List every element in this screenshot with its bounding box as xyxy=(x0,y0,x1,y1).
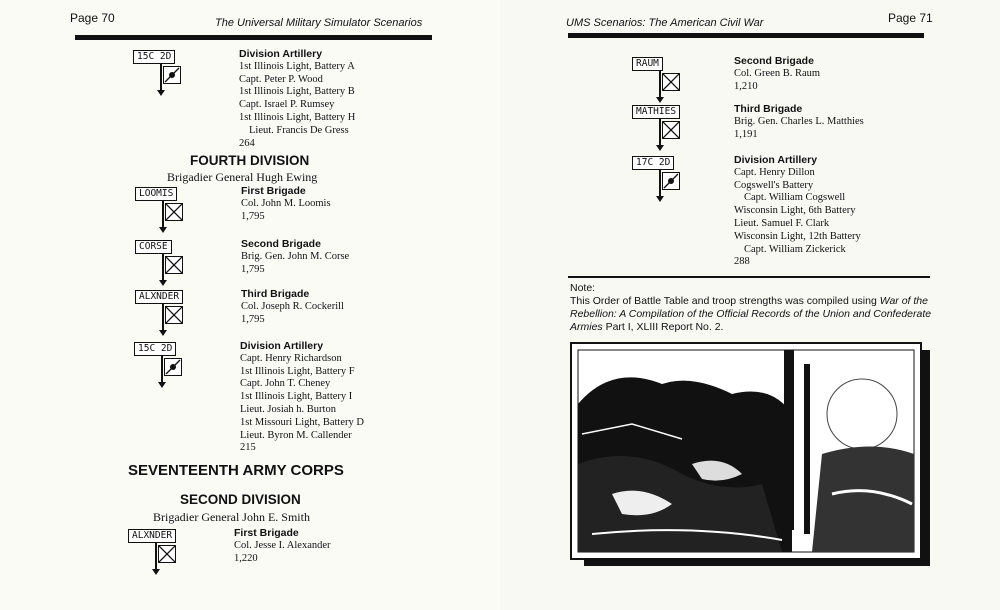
unit-line: Capt. Israel P. Rumsey xyxy=(239,99,335,111)
unit-heading: First Brigade xyxy=(241,185,306,197)
unit-line: Wisconsin Light, 12th Battery xyxy=(734,230,861,242)
unit-line: Lieut. Francis De Gress xyxy=(249,124,349,136)
unit-line: Capt. Peter P. Wood xyxy=(239,73,323,85)
note-text: This Order of Battle Table and troop strengths was compiled using xyxy=(570,295,877,307)
unit-line: Lieut. Byron M. Callender xyxy=(240,429,352,441)
counter-tag: ALXNDER xyxy=(128,529,176,543)
unit-line: Capt. John T. Cheney xyxy=(240,378,331,390)
unit-line: 1st Illinois Light, Battery I xyxy=(240,391,353,403)
counter-tag: 17C 2D xyxy=(632,156,674,170)
unit-heading: First Brigade xyxy=(234,527,299,539)
fourth-division-commander: Brigadier General Hugh Ewing xyxy=(167,170,318,184)
unit-heading: Third Brigade xyxy=(734,103,803,115)
note-source-tail: Part I, XLIII Report No. 2. xyxy=(605,321,724,333)
fourth-division-title: FOURTH DIVISION xyxy=(190,153,310,168)
unit-line: 1st Illinois Light, Battery H xyxy=(239,111,356,123)
unit-line: Brig. Gen. John M. Corse xyxy=(241,250,350,262)
infantry-symbol-icon xyxy=(165,256,183,274)
second-division-commander: Brigadier General John E. Smith xyxy=(153,510,310,524)
infantry-symbol-icon xyxy=(158,545,176,563)
infantry-symbol-icon xyxy=(662,73,680,91)
unit-strength: 1,220 xyxy=(234,552,258,564)
unit-line: Capt. Henry Richardson xyxy=(240,352,342,364)
unit-line: Capt. William Zickerick xyxy=(744,243,846,255)
unit-heading: Division Artillery xyxy=(734,154,818,166)
unit-line: Lieut. Josiah h. Burton xyxy=(240,403,336,415)
civil-war-illustration xyxy=(570,342,922,560)
header-rule xyxy=(568,33,924,38)
note-source-title: War of the Rebellion: A Compilation of the Official Records of the Union and Confederate Armies xyxy=(570,295,932,333)
unit-line: Col. Joseph R. Cockerill xyxy=(241,300,344,312)
second-division-title: SECOND DIVISION xyxy=(180,492,301,507)
unit-line: Wisconsin Light, 6th Battery xyxy=(734,205,856,217)
page-number: Page 70 xyxy=(70,11,115,25)
header-rule xyxy=(75,35,432,40)
unit-heading: Second Brigade xyxy=(734,55,814,67)
unit-strength: 1,795 xyxy=(241,263,265,275)
counter-tag: ALXNDER xyxy=(135,290,183,304)
counter-tag: LOOMIS xyxy=(135,187,177,201)
unit-strength: 1,191 xyxy=(734,128,758,140)
artillery-symbol-icon xyxy=(662,172,680,190)
unit-line: Lieut. Samuel F. Clark xyxy=(734,217,830,229)
note-label: Note: xyxy=(570,282,596,294)
unit-line: Cogswell's Battery xyxy=(734,179,814,191)
artillery-symbol-icon xyxy=(163,66,181,84)
counter-tag: 15C 2D xyxy=(134,342,176,356)
unit-heading: Second Brigade xyxy=(241,238,321,250)
unit-strength: 1,795 xyxy=(241,313,265,325)
unit-text xyxy=(239,48,355,150)
landscape-illustration-image xyxy=(572,344,920,558)
unit-heading: Third Brigade xyxy=(241,288,310,300)
running-head: UMS Scenarios: The American Civil War xyxy=(566,17,764,29)
page-number: Page 71 xyxy=(888,11,933,25)
unit-line: Capt. William Cogswell xyxy=(744,192,846,204)
infantry-symbol-icon xyxy=(165,203,183,221)
running-head: The Universal Military Simulator Scenarios xyxy=(215,17,423,29)
counter-tag: CORSE xyxy=(135,240,172,254)
artillery-symbol-icon xyxy=(164,358,182,376)
unit-line: 1st Illinois Light, Battery A xyxy=(239,60,355,72)
unit-line: Col. John M. Loomis xyxy=(241,197,331,209)
unit-line: 1st Illinois Light, Battery F xyxy=(240,365,355,377)
unit-heading: Division Artillery xyxy=(239,48,323,60)
unit-line: Capt. Henry Dillon xyxy=(734,166,815,178)
counter-tag: 15C 2D xyxy=(133,50,175,64)
note-block xyxy=(570,282,940,334)
unit-line: Col. Jesse I. Alexander xyxy=(234,539,331,551)
corps-title: SEVENTEENTH ARMY CORPS xyxy=(128,462,344,479)
infantry-symbol-icon xyxy=(165,306,183,324)
unit-strength: 215 xyxy=(240,442,256,454)
unit-strength: 288 xyxy=(734,256,750,268)
unit-line: 1st Illinois Light, Battery B xyxy=(239,86,355,98)
counter-tag: MATHIES xyxy=(632,105,680,119)
unit-heading: Division Artillery xyxy=(240,340,324,352)
unit-counter-artillery xyxy=(133,50,189,96)
unit-line: Col. Green B. Raum xyxy=(734,67,821,79)
infantry-symbol-icon xyxy=(662,121,680,139)
unit-strength: 1,795 xyxy=(241,210,265,222)
unit-strength: 1,210 xyxy=(734,80,758,92)
counter-tag: RAUM xyxy=(632,57,663,71)
note-rule xyxy=(568,276,930,278)
unit-line: 1st Missouri Light, Battery D xyxy=(240,416,364,428)
unit-line: Brig. Gen. Charles L. Matthies xyxy=(734,115,864,127)
unit-strength: 264 xyxy=(239,137,255,149)
